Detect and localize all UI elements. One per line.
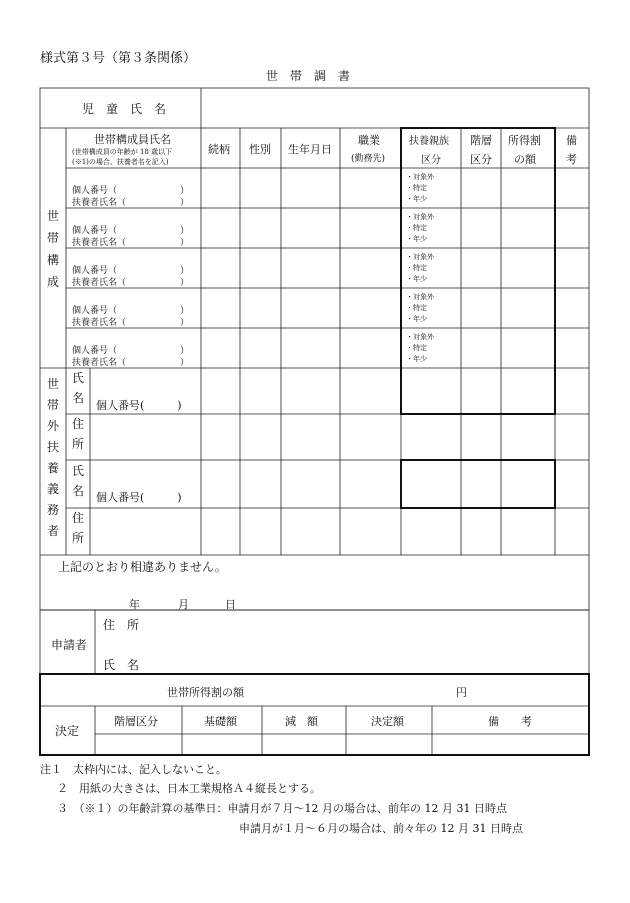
note-1: 注１ 太枠内には、記入しないこと。: [40, 763, 227, 776]
col-tier: 階層: [470, 134, 492, 147]
col-income-tax-sub: の額: [514, 153, 536, 166]
external-id-label: 個人番号( ): [96, 491, 182, 504]
household-section-label: 世 帯 構 成: [46, 209, 59, 289]
row-supporter-label: 扶養者氏名（ ）: [72, 278, 190, 288]
date-day: 日: [225, 598, 236, 611]
note-4: 申請月が１月～６月の場合は、前々年の 12 月 31 日時点: [239, 822, 523, 835]
col-dependent: 扶養親族: [409, 136, 449, 147]
dep-option: ・年少: [406, 235, 427, 243]
external-address-label: 住 所: [71, 511, 84, 545]
dep-option: ・特定: [406, 344, 427, 352]
dep-option: ・対象外: [406, 333, 434, 341]
decision-base: 基礎額: [204, 715, 237, 728]
date-year: 年: [129, 598, 140, 611]
page-title: 世 帯 調 書: [266, 69, 351, 83]
member-header-note2: (※1)の場合、扶養者名を記入): [72, 158, 169, 166]
external-address-label: 住 所: [71, 417, 84, 451]
yen-unit: 円: [456, 686, 467, 699]
decision-label: 決定: [55, 724, 80, 738]
external-name-label: 氏 名: [71, 371, 84, 405]
dep-option: ・対象外: [406, 213, 434, 221]
row-id-label: 個人番号（ ）: [72, 186, 190, 196]
row-id-label: 個人番号（ ）: [72, 226, 190, 236]
dep-option: ・対象外: [406, 173, 434, 181]
col-birthdate: 生年月日: [288, 143, 332, 156]
row-id-label: 個人番号（ ）: [72, 266, 190, 276]
col-relation: 続柄: [208, 143, 230, 156]
row-supporter-label: 扶養者氏名（ ）: [72, 318, 190, 328]
col-job-sub: (勤務先): [351, 154, 386, 164]
child-name-label: 児 童 氏 名: [82, 102, 167, 116]
row-id-label: 個人番号（ ）: [72, 306, 190, 316]
household-income-label: 世帯所得割の額: [167, 686, 244, 699]
note-2: ２ 用紙の大きさは、日本工業規格Ａ４縦長とする。: [57, 782, 321, 795]
col-remarks-sub: 考: [566, 153, 577, 166]
dep-option: ・年少: [406, 275, 427, 283]
col-income-tax: 所得割: [508, 134, 541, 147]
dep-option: ・特定: [406, 184, 427, 192]
decision-reduction: 減 額: [285, 715, 318, 728]
note-3: ３ （※１）の年齢計算の基準日：申請月が７月～12 月の場合は、前年の 12 月 31 日時点: [57, 802, 507, 815]
decision-tier: 階層区分: [114, 715, 158, 728]
applicant-address-label: 住 所: [103, 618, 140, 632]
dep-option: ・年少: [406, 355, 427, 363]
row-id-label: 個人番号（ ）: [72, 346, 190, 356]
form-number: 様式第３号（第３条関係）: [40, 51, 197, 66]
dep-option: ・特定: [406, 224, 427, 232]
dep-option: ・特定: [406, 304, 427, 312]
col-tier-sub: 区分: [470, 153, 492, 166]
dep-option: ・対象外: [406, 253, 434, 261]
dep-option: ・対象外: [406, 293, 434, 301]
row-supporter-label: 扶養者氏名（ ）: [72, 198, 190, 208]
col-remarks: 備: [566, 134, 577, 147]
declaration-text: 上記のとおり相違ありません。: [58, 560, 227, 574]
member-header: 世帯構成員氏名: [94, 133, 171, 146]
applicant-label: 申請者: [51, 638, 88, 652]
external-id-label: 個人番号( ): [96, 399, 182, 412]
dep-option: ・年少: [406, 315, 427, 323]
dep-option: ・特定: [406, 264, 427, 272]
applicant-name-label: 氏 名: [103, 658, 140, 672]
member-header-note1: (世帯構成員の年齢が 18 歳以下: [72, 148, 173, 156]
row-supporter-label: 扶養者氏名（ ）: [72, 238, 190, 248]
decision-remarks: 備 考: [488, 715, 532, 728]
col-job: 職業: [358, 134, 380, 147]
child-name-field[interactable]: [202, 89, 588, 127]
date-month: 月: [178, 598, 189, 611]
row-supporter-label: 扶養者氏名（ ）: [72, 358, 190, 368]
external-name-label: 氏 名: [71, 464, 84, 498]
external-section-label: 世 帯 外 扶 養 義 務 者: [46, 377, 59, 538]
col-dependent-sub: 区分: [421, 155, 441, 166]
col-sex: 性別: [249, 143, 271, 156]
dep-option: ・年少: [406, 195, 427, 203]
decision-final: 決定額: [371, 715, 404, 728]
